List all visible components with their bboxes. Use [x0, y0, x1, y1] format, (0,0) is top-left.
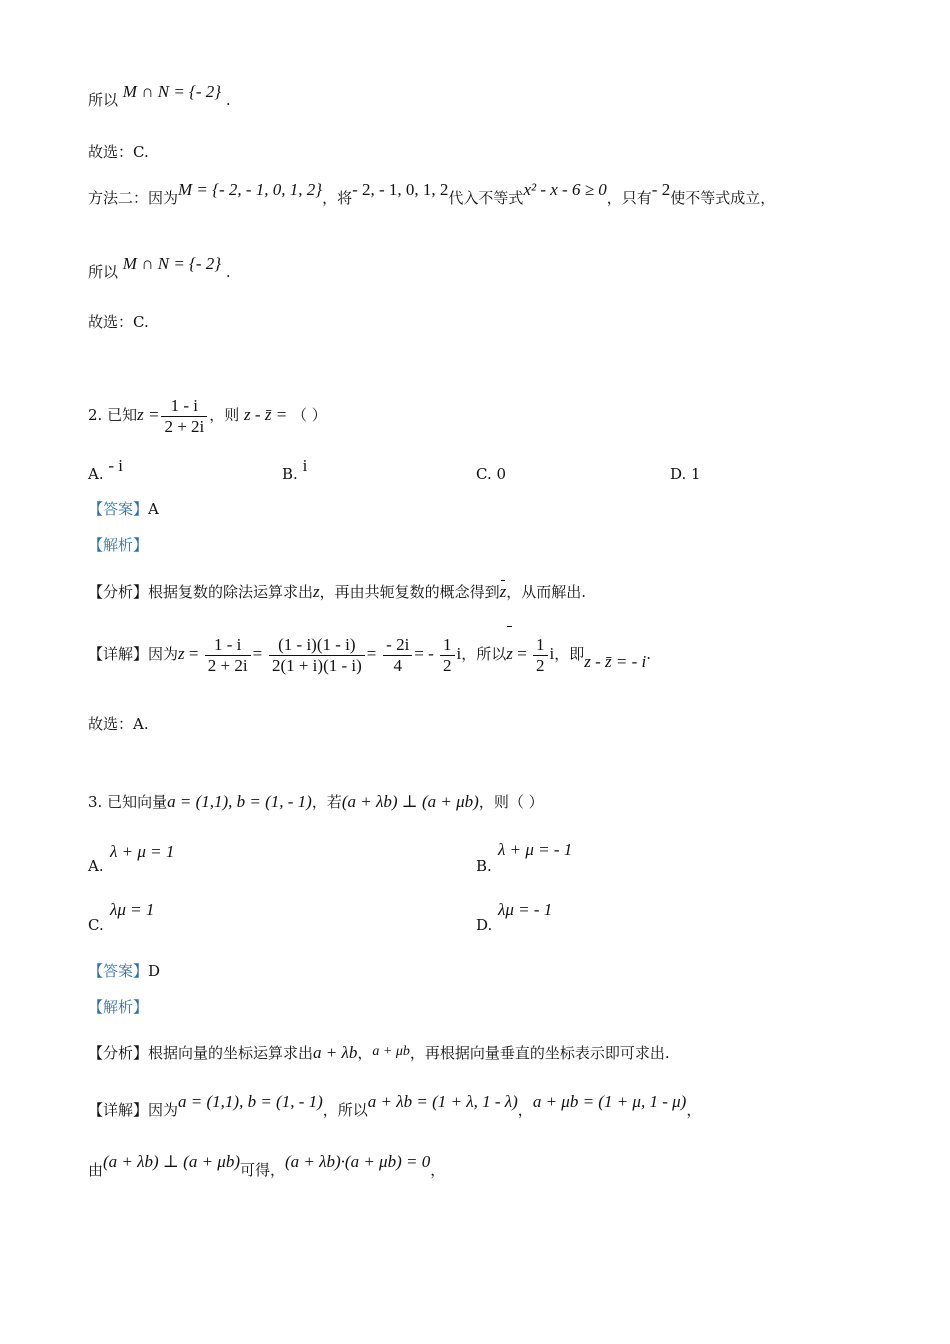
q3-final-line: 由(a + λb) ⊥ (a + μb)可得，(a + λb)·(a + μb) = 0， [88, 1152, 446, 1179]
q3-answer: 【答案】D [88, 962, 161, 980]
question-2-stem: 2. 已知z = $\frac{1 - i}{2 + 2i}$ ，则 z - z̄ = （ ） [88, 395, 327, 436]
q2-option-c: C. 0 [476, 465, 507, 483]
q3-option-b-expr: λ + μ = - 1 [498, 840, 573, 859]
method-two-line: 方法二：因为M = {- 2, - 1, 0, 1, 2}，将- 2, - 1, 0, 1, 2代入不等式x² - x - 6 ≥ 0，只有- 2使不等式成立， [88, 180, 776, 207]
choice-line-2: 故选：C. [88, 313, 149, 331]
q3-option-d-label: D. [476, 916, 493, 934]
q2-choice: 故选：A. [88, 715, 149, 733]
set-intersection-line-2: 所以 M ∩ N = {- 2} . [88, 254, 231, 281]
set-intersection-line-1: 所以 M ∩ N = {- 2} . [88, 82, 231, 109]
q2-option-d: D. 1 [670, 465, 701, 483]
q2-answer: 【答案】A [88, 500, 159, 518]
q3-xiangjie: 【详解】因为a = (1,1), b = (1, - 1)，所以a + λb = (1 + λ, 1 - λ)，a + μb = (1 + μ, 1 - μ)， [88, 1092, 702, 1119]
q2-option-b: B. i [282, 456, 308, 483]
q3-option-d-expr: λμ = - 1 [498, 900, 553, 919]
choice-line-1: 故选：C. [88, 143, 149, 161]
q3-option-a-expr: λ + μ = 1 [110, 842, 175, 861]
q3-analysis-heading: 【解析】 [88, 998, 149, 1016]
q3-fenxi: 【分析】根据向量的坐标运算求出a + λb，a + μb，再根据向量垂直的坐标表示即可求出. [88, 1043, 670, 1062]
q2-xiangjie: 【详解】因为z = $\frac{1 - i}{2 + 2i}$ = $\frac{(1 - i)(1 - i)}{2(1 + i)(1 - i)}$ = $\frac{- 2i}{4}$ = - $\frac{1}{2}$ i，所以z = $\frac{1}{2}$ i，即z - z̄ = - i. [88, 628, 651, 680]
q3-option-c-expr: λμ = 1 [110, 900, 155, 919]
q3-option-b-label: B. [476, 857, 492, 875]
q3-option-c-label: C. [88, 916, 104, 934]
q2-analysis-heading: 【解析】 [88, 536, 149, 554]
fraction: $\frac{1 - i}{2 + 2i}$ [161, 396, 207, 437]
question-3-stem: 3. 已知向量a = (1,1), b = (1, - 1)，若(a + λb) ⊥ (a + μb)，则（ ） [88, 792, 544, 811]
q2-option-a: A. - i [88, 456, 124, 483]
q3-option-a-label: A. [88, 857, 104, 875]
q2-fenxi: 【分析】根据复数的除法运算求出z，再由共轭复数的概念得到z，从而解出. [88, 582, 587, 601]
